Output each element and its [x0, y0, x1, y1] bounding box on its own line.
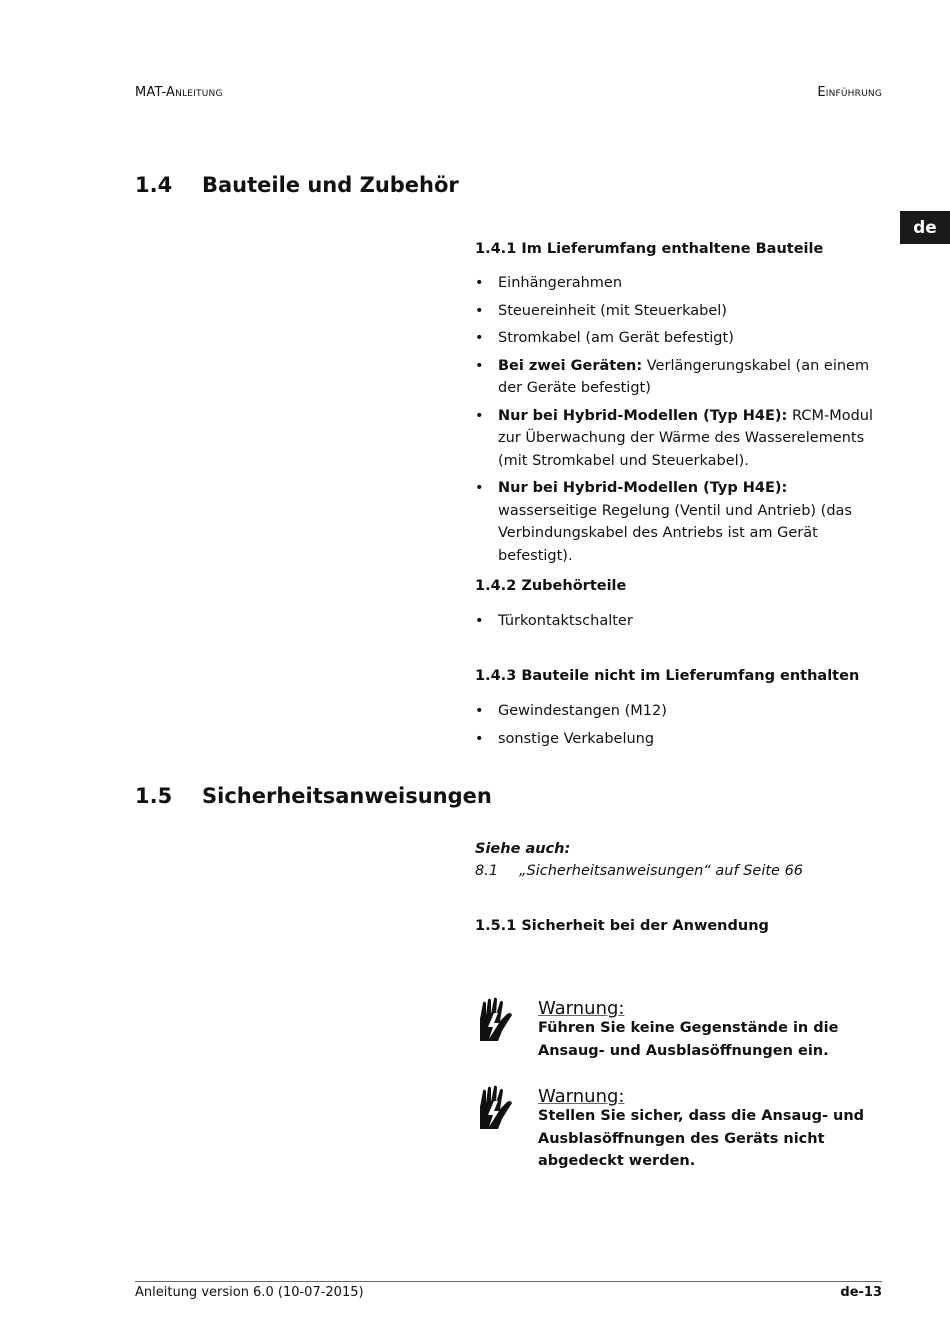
subsection-title: 1.4.1 Im Lieferumfang enthaltene Bauteile — [475, 241, 824, 257]
section-number: 1.5 — [135, 784, 173, 808]
accessories-list — [475, 610, 885, 638]
page-number: de-13 — [840, 1285, 882, 1300]
list-item: • Bei zwei Geräten: Verlängerungskabel (an einem der Geräte befestigt) — [475, 355, 885, 400]
not-included-list — [475, 700, 885, 755]
warning-text: Führen Sie keine Gegenstände in die Ansaug- und Ausblasöffnungen ein. — [538, 1020, 839, 1059]
running-header-right: Einführung — [817, 85, 882, 100]
warning-text: Stellen Sie sicher, dass die Ansaug- und Ausblasöffnungen des Geräts nicht abgedeckt werden. — [538, 1108, 865, 1169]
see-also-ref-number: 8.1 — [475, 863, 499, 879]
footer-version: Anleitung version 6.0 (10-07-2015) — [135, 1285, 364, 1300]
section-title: Bauteile und Zubehör — [202, 173, 459, 197]
list-item: • sonstige Verkabelung — [475, 728, 885, 751]
hand-electric-warning-icon — [476, 1085, 516, 1131]
hand-electric-warning-icon — [476, 997, 516, 1043]
list-item: • Nur bei Hybrid-Modellen (Typ H4E): RCM-Modul zur Überwachung der Wärme des Wasserelements (mit Stromkabel und Steuerkabel). — [475, 405, 885, 473]
language-tab: de — [900, 211, 950, 244]
footer-rule — [135, 1281, 882, 1282]
list-item: • Türkontaktschalter — [475, 610, 885, 633]
see-also-link[interactable]: „Sicherheitsanweisungen“ auf Seite 66 — [519, 863, 804, 879]
list-item: • Stromkabel (am Gerät befestigt) — [475, 327, 885, 350]
running-header-left: MAT-Anleitung — [135, 85, 223, 100]
subsection-title: 1.4.3 Bauteile nicht im Lieferumfang enthalten — [475, 668, 860, 684]
list-item: • Einhängerahmen — [475, 272, 885, 295]
section-number: 1.4 — [135, 173, 173, 197]
included-parts-list — [475, 272, 885, 572]
list-item: • Gewindestangen (M12) — [475, 700, 885, 723]
warning-title: Warnung: — [538, 1086, 625, 1107]
list-item: • Nur bei Hybrid-Modellen (Typ H4E): wasserseitige Regelung (Ventil und Antrieb) (das Verbindungskabel des Antriebs ist am Gerät befestigt). — [475, 477, 885, 567]
see-also-label: Siehe auch: — [475, 841, 571, 857]
subsection-title: 1.5.1 Sicherheit bei der Anwendung — [475, 918, 769, 934]
warning-title: Warnung: — [538, 998, 625, 1019]
list-item: • Steuereinheit (mit Steuerkabel) — [475, 300, 885, 323]
section-title: Sicherheitsanweisungen — [202, 784, 492, 808]
subsection-title: 1.4.2 Zubehörteile — [475, 578, 627, 594]
